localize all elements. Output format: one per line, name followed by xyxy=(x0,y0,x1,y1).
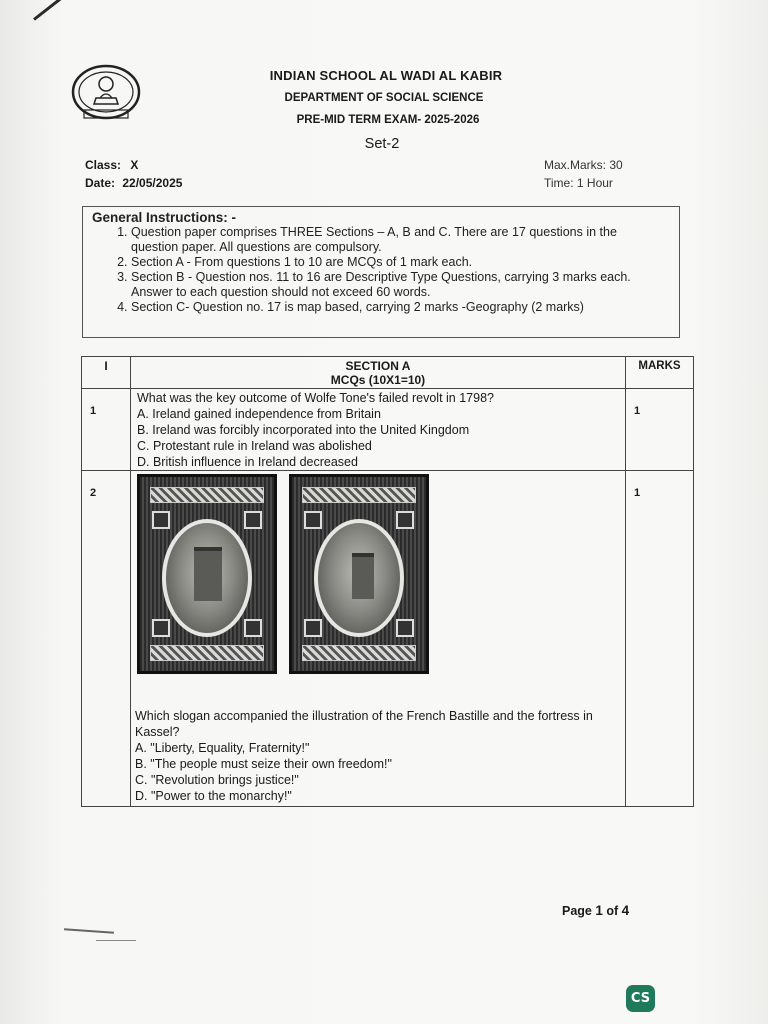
page-label: Page xyxy=(562,904,592,918)
date-label: Date: xyxy=(85,176,116,190)
class-label: Class: xyxy=(85,158,122,172)
question-cell xyxy=(131,389,626,471)
school-name: INDIAN SCHOOL AL WADI AL KABIR xyxy=(269,68,503,83)
instruction-item: 3. Section B - Question nos. 11 to 16 are Descriptive Type Questions, carrying 3 marks each. Answer to each question should not exceed 60 words. xyxy=(131,270,661,300)
table-row xyxy=(82,389,694,471)
camscanner-badge-icon[interactable]: CS xyxy=(626,985,655,1012)
table-row xyxy=(82,471,694,807)
scan-smudge xyxy=(96,940,136,941)
question-text: What was the key outcome of Wolfe Tone's failed revolt in 1798? xyxy=(137,391,494,405)
page-total: 4 xyxy=(621,903,630,918)
option: D. "Power to the monarchy!" xyxy=(135,789,292,803)
question-number: 2 xyxy=(82,471,131,807)
table-header-row xyxy=(82,357,694,389)
option: A. Ireland gained independence from Britain xyxy=(137,407,381,421)
question-marks: 1 xyxy=(626,389,694,471)
option: D. British influence in Ireland decreased xyxy=(137,455,358,469)
instruction-item: 4. Section C- Question no. 17 is map based, carrying 2 marks -Geography (2 marks) xyxy=(131,300,661,315)
column-number-header: I xyxy=(82,357,131,389)
bastille-illustration xyxy=(137,474,277,674)
instruction-item: 1. Question paper comprises THREE Sections – A, B and C. There are 17 questions in the question paper. All questions are compulsory. xyxy=(131,225,661,255)
question-marks: 1 xyxy=(626,471,694,807)
marks-header: MARKS xyxy=(626,357,694,389)
instruction-item: 2. Section A - From questions 1 to 10 are MCQs of 1 mark each. xyxy=(131,255,661,270)
option: C. Protestant rule in Ireland was abolished xyxy=(137,439,372,453)
class-line xyxy=(85,158,138,172)
question-text: Which slogan accompanied the illustration of the French Bastille and the fortress in Kassel? xyxy=(135,709,593,739)
instructions-title: General Instructions: - xyxy=(92,210,237,225)
general-instructions-box xyxy=(82,206,680,338)
option: C. "Revolution brings justice!" xyxy=(135,773,299,787)
page-of: of xyxy=(606,904,619,918)
date-line xyxy=(85,176,182,190)
class-value: X xyxy=(130,158,139,172)
instructions-list xyxy=(83,225,661,315)
option: A. "Liberty, Equality, Fraternity!" xyxy=(135,741,310,755)
option: B. "The people must seize their own freedom!" xyxy=(135,757,392,771)
page-current: 1 xyxy=(595,903,603,918)
date-value: 22/05/2025 xyxy=(122,176,183,190)
questions-table xyxy=(81,356,694,807)
max-marks: Max.Marks: 30 xyxy=(544,158,623,172)
section-subtitle: MCQs (10X1=10) xyxy=(330,373,426,387)
section-header xyxy=(131,357,626,389)
question-number: 1 xyxy=(82,389,131,471)
department-name: DEPARTMENT OF SOCIAL SCIENCE xyxy=(284,92,484,104)
section-title: SECTION A xyxy=(345,359,411,373)
exam-title: PRE-MID TERM EXAM- 2025-2026 xyxy=(296,114,480,126)
exam-duration: Time: 1 Hour xyxy=(544,176,613,190)
question-cell xyxy=(131,471,626,807)
illustration-pair xyxy=(135,472,625,708)
page-number xyxy=(562,903,629,918)
kassel-fortress-illustration xyxy=(289,474,429,674)
set-label: Set-2 xyxy=(364,136,400,152)
option: B. Ireland was forcibly incorporated into the United Kingdom xyxy=(137,423,470,437)
